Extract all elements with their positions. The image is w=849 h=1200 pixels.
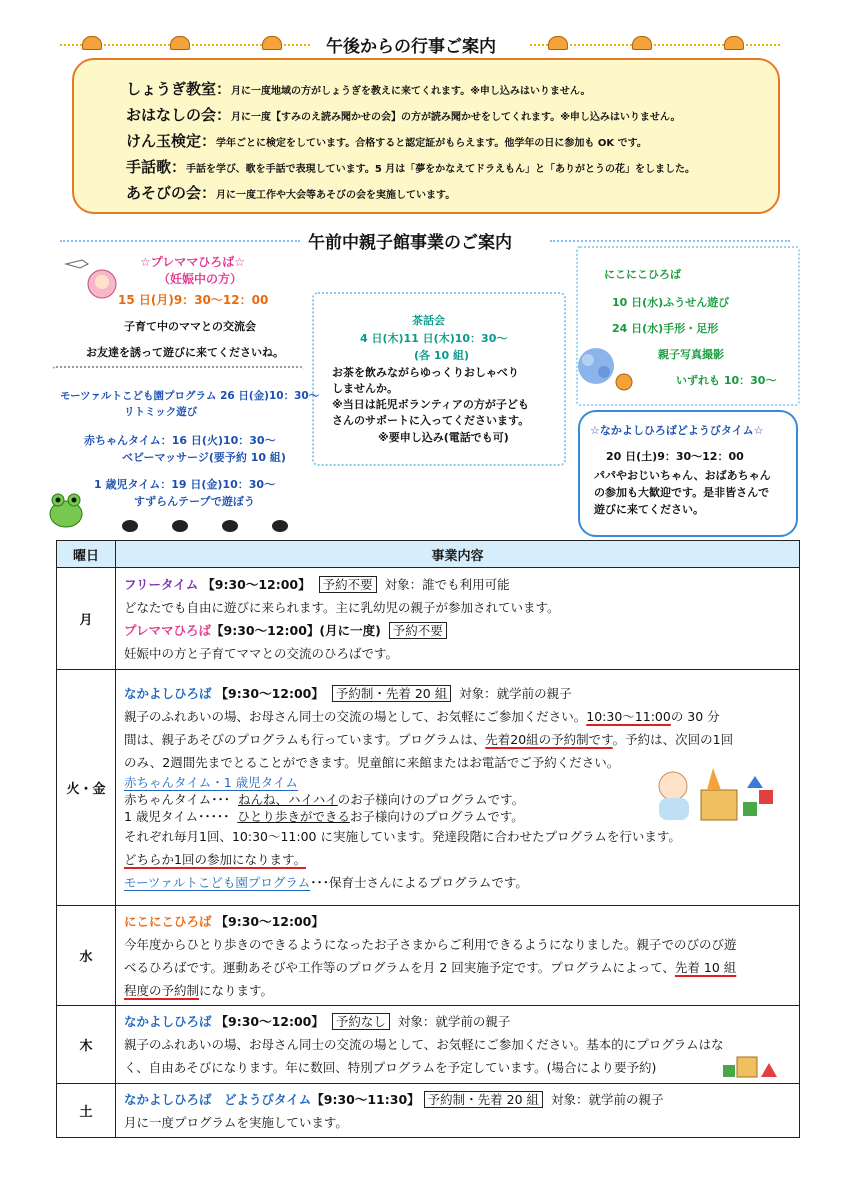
program-name: なかよしひろば どようびタイム <box>124 1091 312 1107</box>
toy-blocks-icon <box>721 1053 781 1079</box>
desc-text: 。予約は、次回の1回 <box>612 731 734 747</box>
header-content: 事業内容 <box>116 541 800 568</box>
saturday-text3: 遊びに来てください。 <box>594 503 704 516</box>
tf-mozart <box>124 871 791 894</box>
music-line6: すずらんテープで遊ぼう <box>134 495 255 508</box>
target: 対象：誰でも利用可能 <box>384 576 510 592</box>
table-row-wednesday <box>57 906 800 1006</box>
mozart-link[interactable]: モーツァルトこども園プログラム <box>124 874 311 890</box>
saturday-text2: の参加も大歓迎です。是非皆さんで <box>594 486 770 499</box>
row-key: しょうぎ教室： <box>126 80 232 98</box>
content-cell <box>116 568 800 670</box>
wed-line3 <box>124 956 791 979</box>
sat-line1 <box>124 1088 791 1111</box>
content-cell <box>116 1084 800 1138</box>
label: 1 歳児タイム･････ <box>124 808 230 824</box>
content-cell <box>116 1006 800 1084</box>
desc-text: になります。 <box>199 982 274 998</box>
header-day: 曜日 <box>57 541 116 568</box>
header-decoration-left <box>60 240 300 242</box>
tf-once <box>124 848 791 871</box>
desc-highlight: どちらか1回の参加になります。 <box>124 851 306 867</box>
snail-icon <box>262 36 282 50</box>
thu-line1 <box>124 1010 791 1033</box>
row-text: 学年ごとに検定をしています。合格すると認定証がもらえます。他学年の日に参加も OK です。 <box>216 138 647 149</box>
thu-line2: 親子のふれあいの場、お母さん同士の交流の場として、お気軽にご参加ください。基本的にプログラムはな <box>124 1037 724 1052</box>
premama-title: ☆プレママひろば☆ <box>140 255 246 269</box>
afternoon-row-kendama <box>126 130 647 151</box>
saturday-date: 20 日(土)9：30～12：00 <box>606 450 744 463</box>
nikoniko-line3: 親子写真撮影 <box>658 348 724 361</box>
afternoon-row-storytime <box>126 104 681 125</box>
baby-onesy-link[interactable]: 赤ちゃんタイム・1 歳児タイム <box>124 774 298 790</box>
afternoon-title: 午後からの行事ご案内 <box>320 32 502 57</box>
desc-text: の 30 分 <box>670 708 720 724</box>
desc-highlight: 程度の予約制 <box>124 982 200 998</box>
saturday-box <box>578 410 798 537</box>
saturday-title: ☆なかよしひろばどようびタイム☆ <box>590 424 764 437</box>
tf-line4: のみ、2週間先までとることができます。児童館に来館またはお電話でご予約ください。 <box>124 754 620 770</box>
rest: ･･･保育士さんによるプログラムです。 <box>310 874 528 890</box>
schedule-table <box>56 540 800 1138</box>
afternoon-row-shogi <box>126 78 591 99</box>
desc-highlight: 先着 10 組 <box>674 959 737 975</box>
program-time: 【9:30～12:00】 <box>215 1014 324 1029</box>
reservation-tag: 予約制・先着 20 組 <box>424 1091 543 1108</box>
target: 対象：就学前の親子 <box>550 1091 664 1107</box>
music-line3: 赤ちゃんタイム：16 日(火)10：30～ <box>84 434 276 447</box>
program-name: なかよしひろば <box>124 1014 212 1029</box>
wed-line1 <box>124 910 791 933</box>
nikoniko-line2: 24 日(水)手形・足形 <box>612 322 719 335</box>
tf-monthly: それぞれ毎月1回、10:30～11:00 に実施しています。発達段階に合わせたプログラムを行います。 <box>124 828 681 844</box>
program-time: 【9:30～12:00】(月に一度) <box>211 622 381 638</box>
day-cell: 火・金 <box>57 670 116 906</box>
header-decoration-right <box>550 240 790 242</box>
row-text: 月に一度地域の方がしょうぎを教えに来てくれます。※申し込みはいりません。 <box>231 86 591 97</box>
program-time: 【9:30～12:00】 <box>215 685 324 701</box>
music-line2: リトミック遊び <box>124 406 198 418</box>
tea-text5: ※要申し込み(電話でも可) <box>378 431 509 444</box>
target: 対象：就学前の親子 <box>459 685 572 701</box>
premama-line1: 子育て中のママとの交流会 <box>124 320 256 333</box>
mon-line2: どなたでも自由に遊びに来られます。主に乳幼児の親子が参加されています。 <box>124 599 560 615</box>
premama-date: 15 日(月)9：30～12：00 <box>118 293 269 307</box>
morning-title: 午前中親子館事業のご案内 <box>302 228 518 253</box>
row-text: 月に一度【すみのえ読み聞かせの会】の方が読み聞かせをしてくれます。※申し込みはいりません。 <box>231 112 681 123</box>
afternoon-row-play <box>126 182 455 203</box>
snail-icon <box>82 36 102 50</box>
reservation-tag: 予約不要 <box>389 622 447 639</box>
nikoniko-line1: 10 日(水)ふうせん遊び <box>612 296 730 309</box>
baby-toys-icon <box>651 764 781 824</box>
reservation-tag: 予約制・先着 20 組 <box>332 685 451 702</box>
tea-text1: お茶を飲みながらゆっくりおしゃべり <box>332 366 519 379</box>
day-cell: 月 <box>57 568 116 670</box>
thu-line3: く、自由あそびになります。年に数回、特別プログラムを予定しています。(場合により要予約) <box>124 1060 657 1075</box>
afternoon-events-box <box>72 58 780 214</box>
day-cell: 木 <box>57 1006 116 1084</box>
snail-icon <box>170 36 190 50</box>
program-time: 【9:30～12:00】 <box>202 576 311 592</box>
stork-baby-icon <box>62 250 122 300</box>
premama-line2: お友達を誘って遊びに来てくださいね。 <box>86 346 284 359</box>
snail-icon <box>548 36 568 50</box>
afternoon-row-sign-song <box>126 156 695 177</box>
saturday-text1: パパやおじいちゃん、おばあちゃん <box>594 469 771 482</box>
nikoniko-line4: いずれも 10：30～ <box>676 374 777 387</box>
label: 赤ちゃんタイム･･･ <box>124 791 231 807</box>
tf-line2 <box>124 705 791 728</box>
frog-icon <box>46 486 86 530</box>
snail-icon <box>724 36 744 50</box>
mon-line3 <box>124 619 791 642</box>
mon-line4: 妊娠中の方と子育てママとの交流のひろばです。 <box>124 645 399 661</box>
table-row-monday <box>57 568 800 670</box>
tf-line3 <box>124 728 791 751</box>
row-key: あそびの会： <box>126 184 217 202</box>
tf-line1 <box>124 682 791 705</box>
program-time: 【9:30～12:00】 <box>215 913 324 929</box>
music-line4: ベビーマッサージ(要予約 10 組) <box>122 451 286 464</box>
underlined: ねんね、ハイハイ <box>237 791 338 807</box>
table-row-thursday <box>57 1006 800 1084</box>
wed-line2: 今年度からひとり歩きのできるようになったお子さまからご利用できるようになりました。親子でのびのび遊 <box>124 936 737 952</box>
premama-sub: （妊娠中の方） <box>158 272 243 286</box>
table-header-row <box>57 541 800 568</box>
sat-line2: 月に一度プログラムを実施しています。 <box>124 1114 348 1130</box>
desc-text: 親子のふれあいの場、お母さん同士の交流の場として、お気軽にご参加ください。 <box>124 708 587 724</box>
desc-text: べるひろばです。運動あそびや工作等のプログラムを月 2 回実施予定です。プログラムによって、 <box>124 959 675 975</box>
hydrangea-snail-icon <box>574 342 640 396</box>
row-key: 手話歌： <box>126 158 187 176</box>
table-row-tue-fri <box>57 670 800 906</box>
day-cell: 水 <box>57 906 116 1006</box>
row-text: 月に一度工作や大会等あそびの会を実施しています。 <box>216 190 456 201</box>
rest: のお子様向けのプログラムです。 <box>337 791 525 807</box>
program-name: プレママひろば <box>124 622 212 638</box>
desc-text: 間は、親子あそびのプログラムも行っています。プログラムは、 <box>124 731 486 747</box>
tea-date: 4 日(木)11 日(木)10：30～ <box>360 332 508 345</box>
program-time: 【9:30～11:30】 <box>311 1091 420 1107</box>
program-name: なかよしひろば <box>124 685 212 701</box>
program-name: にこにこひろば <box>124 913 212 929</box>
underlined: ひとり歩きができる <box>237 808 350 824</box>
tea-title: 茶話会 <box>412 314 445 327</box>
mon-line1 <box>124 573 791 596</box>
tea-text2: しませんか。 <box>332 382 398 395</box>
desc-highlight: 先着20組の予約制です <box>485 731 613 747</box>
music-line1: モーツァルトこども園プログラム 26 日(金)10：30～ <box>60 390 320 402</box>
snail-icon <box>632 36 652 50</box>
program-name: フリータイム <box>124 576 199 592</box>
rest: お子様向けのプログラムです。 <box>349 808 524 824</box>
music-line5: 1 歳児タイム：19 日(金)10：30～ <box>94 478 276 491</box>
content-cell <box>116 906 800 1006</box>
tea-text3: ※当日は託児ボランティアの方が子ども <box>332 398 529 411</box>
day-cell: 土 <box>57 1084 116 1138</box>
wed-line4 <box>124 979 791 1002</box>
tea-text4: さんのサポートに入ってくださいます。 <box>332 414 530 427</box>
tadpole-icons <box>110 516 300 536</box>
row-key: けん玉検定： <box>126 132 217 150</box>
reservation-tag: 予約なし <box>332 1013 390 1030</box>
tea-count: (各 10 組) <box>414 349 470 362</box>
row-text: 手話を学び、歌を手話で表現しています。5 月は「夢をかなえてドラえもん」と「ありがとうの花」をしました。 <box>186 164 696 175</box>
reservation-tag: 予約不要 <box>319 576 377 593</box>
target: 対象：就学前の親子 <box>397 1014 511 1029</box>
nikoniko-title: にこにこひろば <box>604 268 681 281</box>
content-cell <box>116 670 800 906</box>
row-key: おはなしの会： <box>126 106 232 124</box>
desc-highlight: 10:30～11:00 <box>586 708 671 724</box>
table-row-saturday <box>57 1084 800 1138</box>
